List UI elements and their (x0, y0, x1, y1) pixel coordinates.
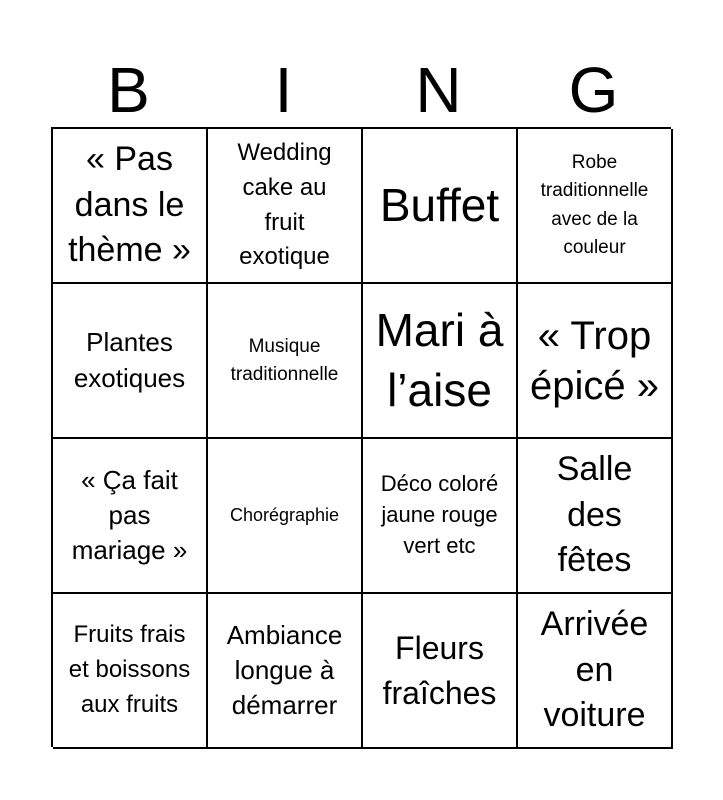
bingo-header (51, 52, 671, 128)
bingo-cell[interactable] (518, 129, 673, 284)
cell-label: Salle des fêtes (556, 449, 633, 580)
bingo-cell[interactable] (208, 129, 363, 284)
bingo-cell[interactable] (518, 439, 673, 594)
cell-label: Fruits frais et boissons aux fruits (68, 621, 191, 718)
bingo-cell[interactable] (518, 594, 673, 749)
bingo-grid (51, 127, 671, 747)
bingo-cell[interactable] (53, 594, 208, 749)
cell-label: Fleurs fraîches (382, 629, 497, 711)
cell-label: Mari à l’aise (375, 303, 504, 416)
header-letter-b: B (107, 54, 150, 126)
bingo-cell[interactable] (53, 439, 208, 594)
bingo-cell[interactable] (518, 284, 673, 439)
bingo-cell[interactable] (363, 129, 518, 284)
cell-label: « Trop épicé » (530, 313, 659, 408)
cell-label: Wedding cake au fruit exotique (237, 138, 332, 271)
bingo-cell[interactable] (208, 284, 363, 439)
bingo-cell[interactable] (208, 594, 363, 749)
cell-label: Plantes exotiques (73, 327, 186, 393)
cell-label: Buffet (379, 178, 500, 231)
header-letter-n: N (415, 54, 462, 126)
bingo-cell[interactable] (363, 594, 518, 749)
cell-label: « Ça fait pas mariage » (71, 464, 188, 566)
cell-label: Déco coloré jaune rouge vert etc (380, 471, 499, 558)
cell-label: « Pas dans le thème » (68, 139, 191, 270)
cell-label: Chorégraphie (229, 505, 340, 525)
bingo-cell[interactable] (53, 129, 208, 284)
bingo-cell[interactable] (363, 284, 518, 439)
bingo-cell[interactable] (363, 439, 518, 594)
cell-label: Robe traditionnelle avec de la couleur (540, 151, 649, 258)
bingo-cell[interactable] (53, 284, 208, 439)
cell-label: Ambiance longue à démarrer (226, 619, 343, 721)
cell-label: Musique traditionnelle (230, 335, 339, 385)
cell-label: Arrivée en voiture (540, 604, 649, 735)
header-letter-i: I (274, 54, 293, 126)
header-letter-g: G (568, 54, 619, 126)
bingo-cell[interactable] (208, 439, 363, 594)
